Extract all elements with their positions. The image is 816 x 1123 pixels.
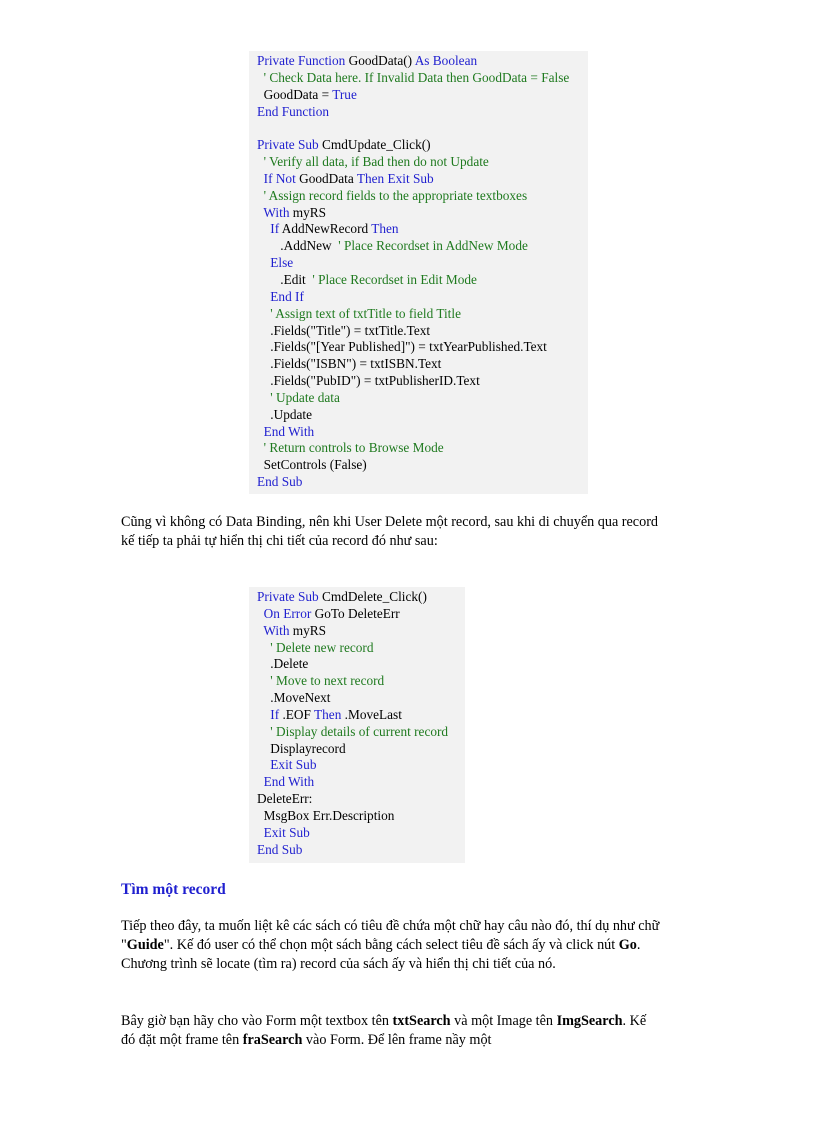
code-token: CmdUpdate_Click() <box>322 137 431 153</box>
code-token: .MoveLast <box>344 706 402 722</box>
code-token: GoodData = <box>257 86 333 102</box>
code-line <box>257 120 588 137</box>
code-line <box>257 707 465 724</box>
code-token: Private Function <box>257 53 349 68</box>
code-line <box>257 104 588 121</box>
code-line <box>257 154 588 171</box>
code-token: Then Exit Sub <box>356 170 434 186</box>
code-line <box>257 255 588 272</box>
code-line <box>257 673 465 690</box>
text-run: Tiếp theo đây, ta muốn liệt kê các sách có tiêu đề chứa một chữ hay câu nào đó, thí dụ như chữ " <box>121 918 660 953</box>
code-token: myRS <box>292 204 327 220</box>
code-token: Then <box>314 706 345 722</box>
code-token: GoodData <box>299 170 357 186</box>
code-token: As Boolean <box>414 53 478 68</box>
code-line <box>257 205 588 222</box>
code-token: ' Place Recordset in Edit Mode <box>312 271 477 287</box>
code-line <box>257 757 465 774</box>
code-line <box>257 808 465 825</box>
code-token: .AddNew <box>257 238 339 254</box>
code-line <box>257 289 588 306</box>
text-run: Bây giờ bạn hãy cho vào Form một textbox tên <box>121 1013 393 1029</box>
code-line <box>257 457 588 474</box>
code-line <box>257 640 465 657</box>
bold-term: ImgSearch <box>556 1013 623 1029</box>
code-token: On Error <box>257 605 315 621</box>
code-token: MsgBox Err.Description <box>257 807 395 823</box>
code-token: .EOF <box>282 706 315 722</box>
code-token: Private Sub <box>257 589 323 604</box>
code-line <box>257 606 465 623</box>
code-token: End With <box>257 423 315 439</box>
code-token: GoTo DeleteErr <box>314 605 400 621</box>
code-token: End If <box>257 288 304 304</box>
code-line <box>257 171 588 188</box>
text-run: và một Image tên <box>450 1013 557 1029</box>
code-token: .Fields("Title") = txtTitle.Text <box>257 322 431 338</box>
code-token: True <box>332 86 357 102</box>
code-token: Then <box>371 221 399 237</box>
code-token: myRS <box>292 622 327 638</box>
code-line <box>257 690 465 707</box>
code-line <box>257 339 588 356</box>
code-token: End With <box>257 774 315 790</box>
code-token: .Update <box>257 406 313 422</box>
code-token: End Function <box>257 103 330 119</box>
bold-term: fraSearch <box>242 1032 303 1048</box>
paragraph-search-form <box>121 1012 661 1050</box>
code-token: ' Move to next record <box>257 673 385 689</box>
code-token: If Not <box>257 170 300 186</box>
code-token: Else <box>257 255 294 271</box>
code-line <box>257 623 465 640</box>
bold-term: txtSearch <box>392 1013 451 1029</box>
code-token: Exit Sub <box>257 757 317 773</box>
code-line <box>257 825 465 842</box>
code-line <box>257 137 588 154</box>
code-token: ' Place Recordset in AddNew Mode <box>338 238 528 254</box>
text-run: ". Kế đó user có thể chọn một sách bằng cách select tiêu đề sách ấy và click nút <box>163 937 619 953</box>
code-line <box>257 724 465 741</box>
code-line <box>257 741 465 758</box>
code-line <box>257 356 588 373</box>
code-token: .Fields("ISBN") = txtISBN.Text <box>257 356 442 372</box>
section-heading: Tìm một record <box>121 881 226 898</box>
code-token: .Delete <box>257 656 309 672</box>
code-line <box>257 474 588 491</box>
bold-term: Guide <box>126 937 164 953</box>
code-token: With <box>257 622 293 638</box>
code-line <box>257 791 465 808</box>
code-line <box>257 188 588 205</box>
code-token: DeleteErr: <box>257 791 313 807</box>
code-token: .MoveNext <box>257 690 331 706</box>
code-block-delete <box>249 587 465 863</box>
code-token: SetControls (False) <box>257 457 367 473</box>
text-run: vào Form. Để lên frame nầy một <box>302 1032 492 1048</box>
code-token: ' Assign record fields to the appropriate textboxes <box>257 187 528 203</box>
code-token: ' Return controls to Browse Mode <box>257 440 444 456</box>
code-token: Displayrecord <box>257 740 346 756</box>
code-token: End Sub <box>257 474 303 490</box>
code-line <box>257 407 588 424</box>
paragraph-search-intro <box>121 917 661 974</box>
code-token: ' Display details of current record <box>257 723 449 739</box>
paragraph-delete-intro <box>121 513 661 551</box>
code-block-update <box>249 51 588 494</box>
code-token: ' Update data <box>257 389 340 405</box>
code-token: If <box>257 221 282 237</box>
code-token: ' Assign text of txtTitle to field Title <box>257 305 461 321</box>
code-line <box>257 390 588 407</box>
code-line <box>257 70 588 87</box>
code-line <box>257 589 465 606</box>
code-token: .Fields("PubID") = txtPublisherID.Text <box>257 373 480 389</box>
code-token: Private Sub <box>257 137 323 153</box>
code-token: .Edit <box>257 271 313 287</box>
code-line <box>257 774 465 791</box>
text-run: . Kế đó đặt một frame tên <box>121 1013 647 1048</box>
code-token: ' Delete new record <box>257 639 374 655</box>
code-line <box>257 440 588 457</box>
code-line <box>257 842 465 859</box>
code-token: CmdDelete_Click() <box>322 589 427 604</box>
code-line <box>257 87 588 104</box>
code-line <box>257 53 588 70</box>
code-token: If <box>257 706 283 722</box>
code-token: .Fields("[Year Published]") = txtYearPublished.Text <box>257 339 547 355</box>
code-line <box>257 306 588 323</box>
code-line <box>257 373 588 390</box>
code-line <box>257 238 588 255</box>
code-line <box>257 656 465 673</box>
code-line <box>257 424 588 441</box>
code-token: Exit Sub <box>257 824 310 840</box>
code-token: GoodData() <box>348 53 415 68</box>
code-line <box>257 323 588 340</box>
text-run: . Chương trình sẽ locate (tìm ra) record của sách ấy và hiển thị chi tiết của nó. <box>121 937 641 972</box>
code-token: ' Verify all data, if Bad then do not Update <box>257 154 489 170</box>
bold-term: Go <box>618 937 637 953</box>
code-token: ' Check Data here. If Invalid Data then GoodData = False <box>257 69 570 85</box>
code-token: End Sub <box>257 841 303 857</box>
code-token: With <box>257 204 293 220</box>
code-line <box>257 221 588 238</box>
code-token: AddNewRecord <box>281 221 372 237</box>
code-line <box>257 272 588 289</box>
paragraph-delete-intro-text: Cũng vì không có Data Binding, nên khi User Delete một record, sau khi di chuyển qua record kế tiếp ta phải tự hiển thị chi tiết của record đó như sau: <box>121 514 659 549</box>
